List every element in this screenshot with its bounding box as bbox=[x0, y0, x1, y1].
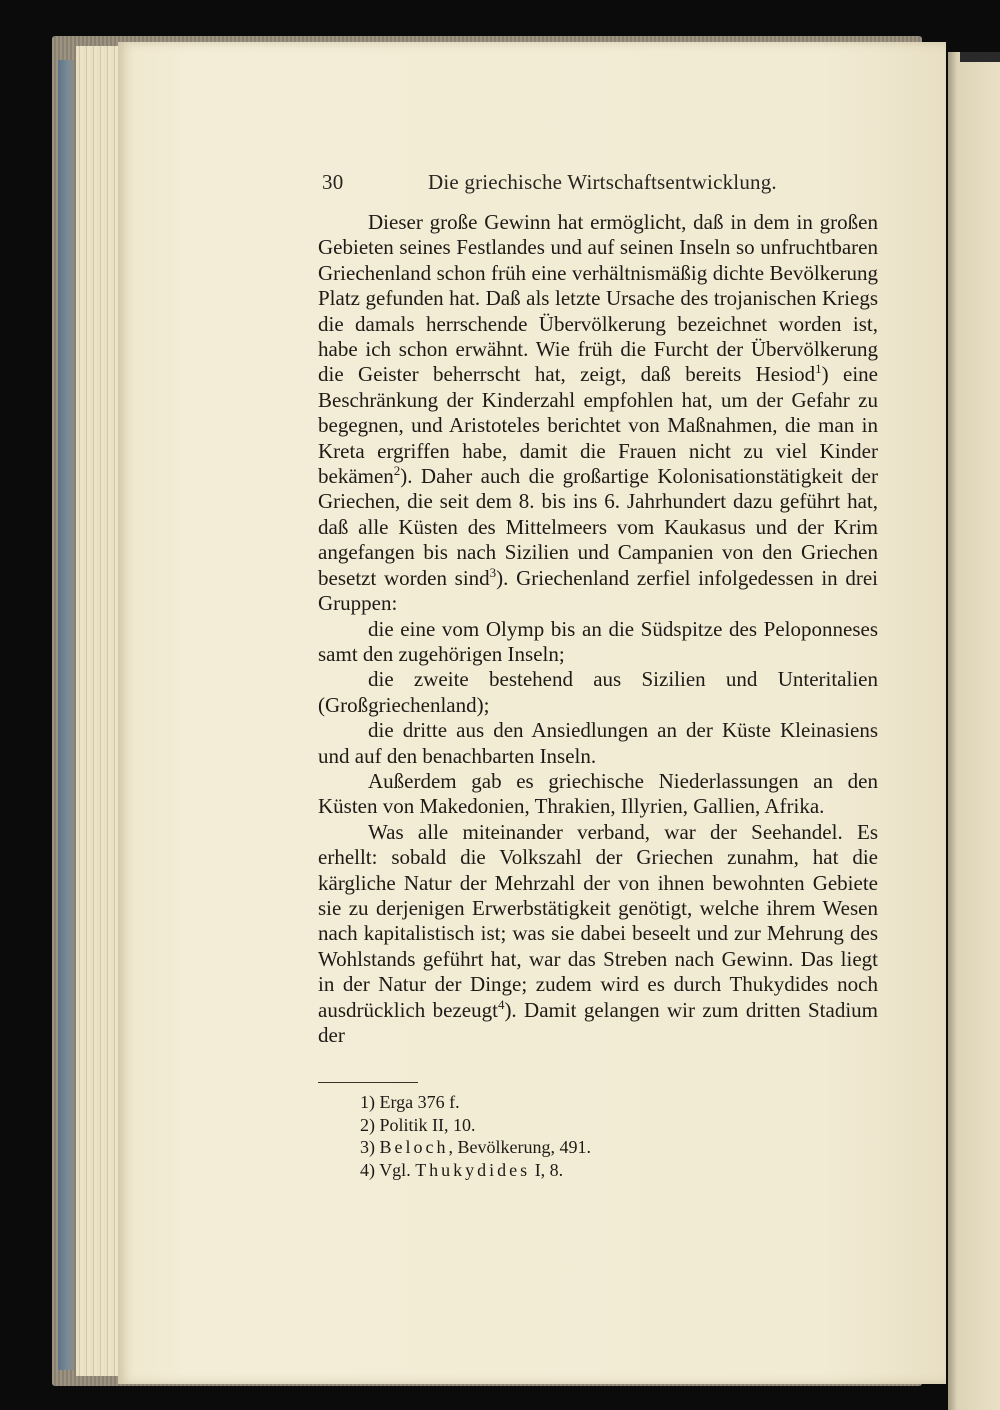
book-spine-edge bbox=[58, 60, 74, 1370]
footnote-1: 1) Erga 376 f. bbox=[360, 1092, 460, 1112]
group-item: die zweite bestehend aus Sizilien und Unteritalien (Großgriechenland); bbox=[318, 667, 878, 717]
facing-page bbox=[948, 52, 1000, 1410]
footnote-marker: 2 bbox=[393, 463, 401, 479]
footnote-4: 4) Vgl. Thukydides I, 8. bbox=[360, 1159, 564, 1180]
paragraph-3: Was alle miteinander verband, war der Seehandel. Es erhellt: sobald die Volkszahl der Griechen zunahm, hat die kärgliche Natur der Mehrzahl der von ihnen bewohnten Gebiete sie zu derjenigen Erwerbstätigkeit genötigt, welche ihrem Wesen nach kapitalistisch ist; was sie dabei beseelt und zur Mehrung des Wohlstands geführt hat, war das Streben nach Gewinn. Das liegt in der Natur der Dinge; zudem wird es durch Thukydides noch ausdrücklich bezeugt$^4$). Damit gelangen wir zum dritten Stadium der bbox=[318, 819, 878, 1047]
page-number: 30 bbox=[322, 170, 344, 194]
footnote-marker: 3 bbox=[489, 564, 497, 580]
footnote-marker: 1 bbox=[815, 361, 822, 377]
paragraph-1: Dieser große Gewinn hat ermöglicht, daß in dem in großen Gebieten seines Festlandes und auf seinen Inseln so unfruchtbaren Griechenland schon früh eine verhältnismäßig dichte Bevölkerung Platz gefunden hat. Daß als letzte Ursache des trojanischen Kriegs die damals herrschende Übervölkerung bezeichnet worden ist, habe ich schon erwähnt. Wie früh die Furcht der Übervölkerung die Geister beherrscht hat, zeigt, daß bereits Hesiod$^1$) eine Beschränkung der Kinderzahl empfohlen hat, um der Gefahr zu begegnen, und Aristoteles berichtet von Maßnahmen, die man in Kreta ergriffen habe, damit die Frauen nicht zu viel Kinder bekämen$^2$). Daher auch die großartige Kolonisationstätigkeit der Griechen, die seit dem 8. bis ins 6. Jahrhundert dazu geführt hat, daß alle Küsten des Mittelmeers vom Kaukasus und der Krim angefangen bis nach Sizilien und Campanien von den Griechen besetzt worden sind$^3$). Griechenland zerfiel infolgedessen in drei Gruppen: bbox=[318, 210, 878, 616]
body-text bbox=[318, 210, 878, 1048]
group-item: die eine vom Olymp bis an die Südspitze des Peloponneses samt den zugehörigen Inseln; bbox=[318, 616, 878, 666]
paragraph-2: Außerdem gab es griechische Niederlassungen an den Küsten von Makedonien, Thrakien, Illyrien, Gallien, Afrika. bbox=[318, 768, 878, 819]
running-title: Die griechische Wirtschaftsentwicklung. bbox=[428, 170, 777, 194]
group-item: die dritte aus den Ansiedlungen an der Küste Kleinasiens und auf den benachbarten Inseln. bbox=[318, 718, 878, 768]
footnote-3: 3) Beloch, Bevölkerung, 491. bbox=[360, 1137, 591, 1157]
facing-page-shadow bbox=[960, 52, 1000, 62]
footnote-rule bbox=[318, 1082, 418, 1083]
footnote-2: 2) Politik II, 10. bbox=[360, 1114, 476, 1135]
footnotes bbox=[360, 1091, 760, 1181]
footnote-marker: 4 bbox=[497, 996, 505, 1012]
page-header bbox=[318, 170, 878, 196]
